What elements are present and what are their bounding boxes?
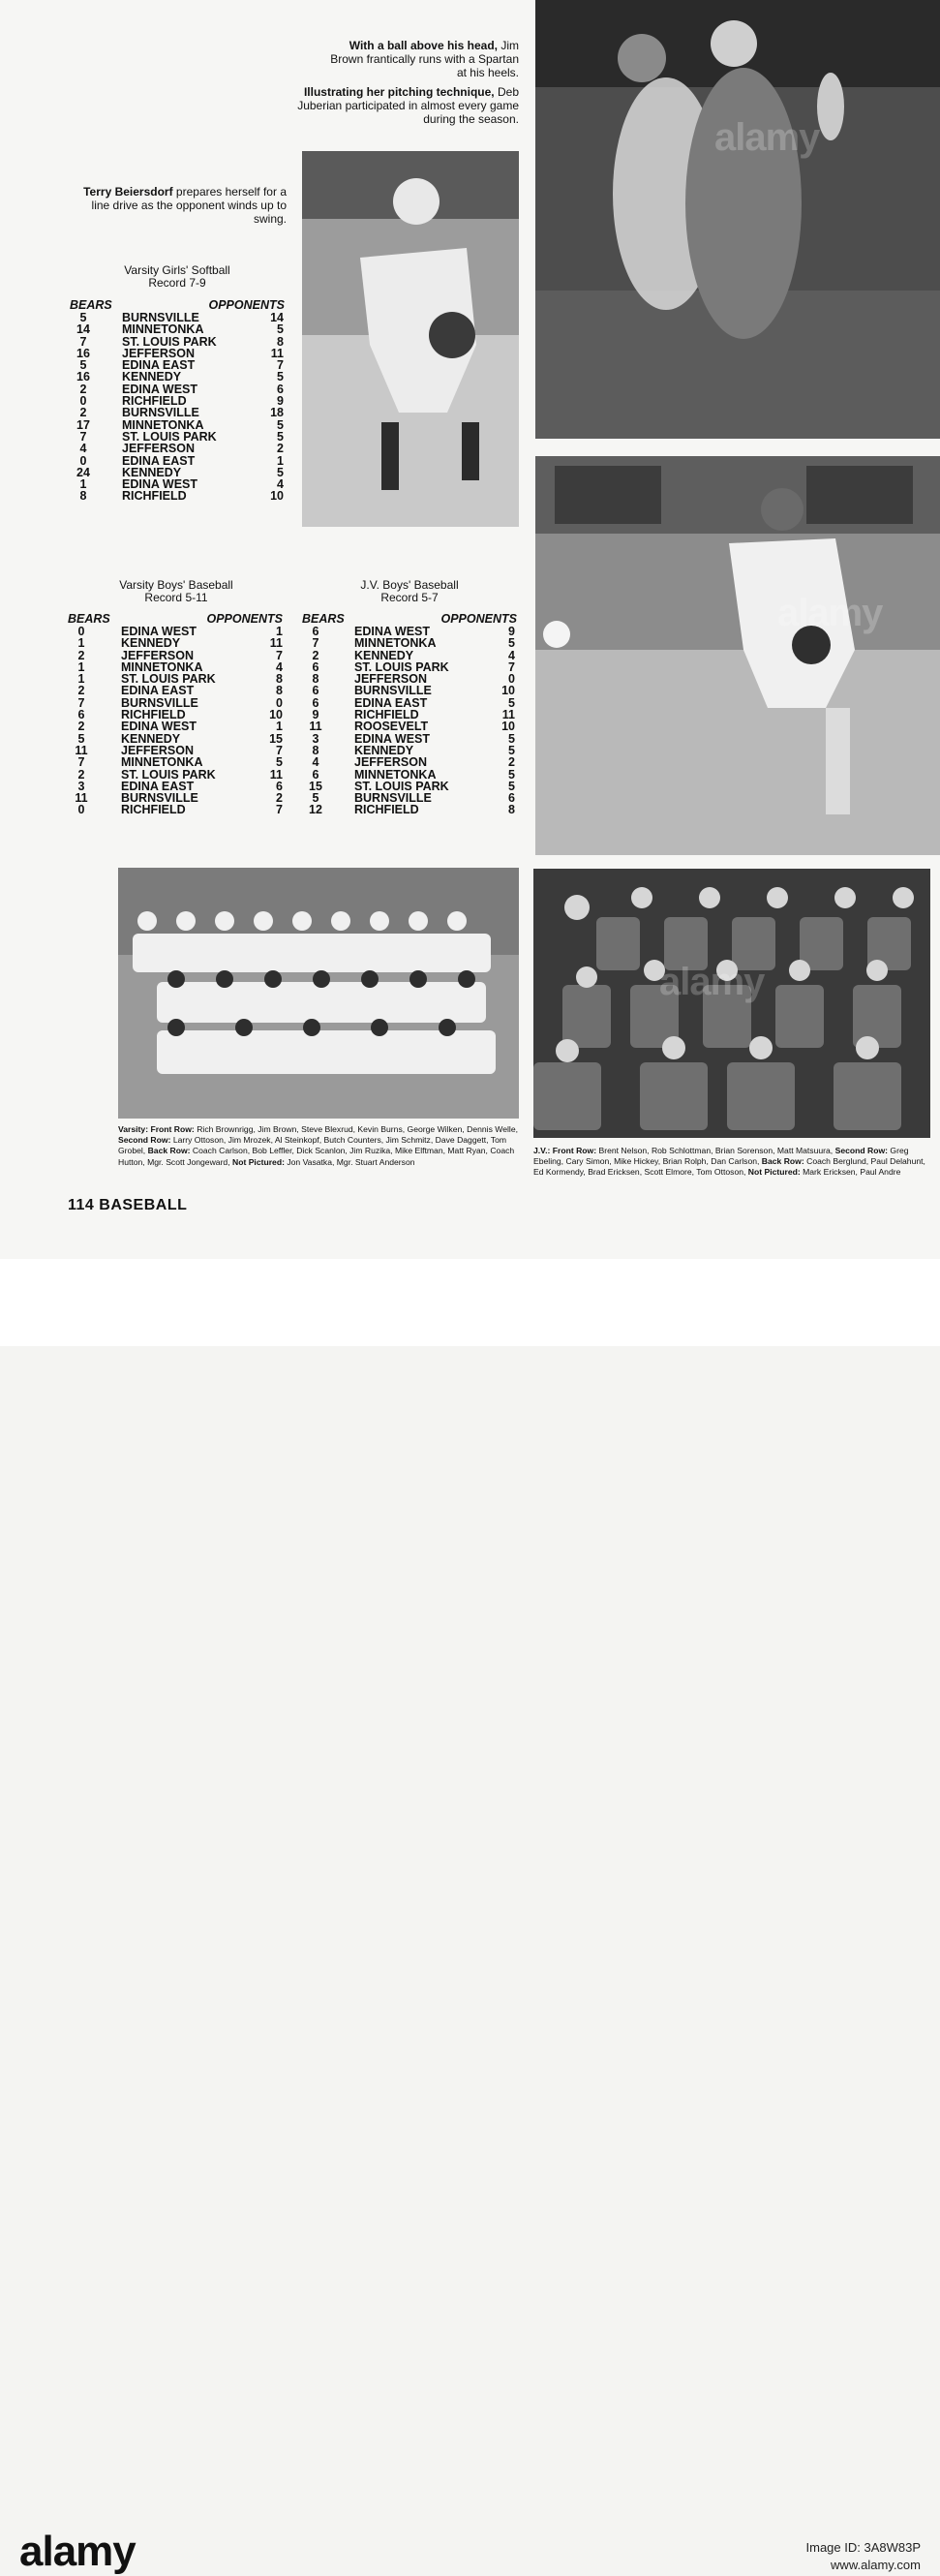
bears-score: 0 [79, 394, 87, 409]
bears-score: 4 [312, 755, 319, 770]
bears-score: 24 [76, 465, 90, 479]
table-row [302, 804, 517, 815]
opponent-score: 5 [277, 322, 284, 337]
table-row [68, 490, 287, 502]
caption-pitching: Illustrating her pitching technique, Deb Juberian participated in almost every game during the season. [297, 85, 519, 126]
opponent-score: 7 [276, 803, 283, 817]
opponent-name: BURNSVILLE [354, 684, 432, 698]
opponent-score: 0 [276, 695, 283, 710]
bears-score: 6 [312, 659, 319, 674]
bears-score: 11 [309, 720, 322, 734]
opponent-name: ST. LOUIS PARK [121, 672, 216, 687]
opponent-name: KENNEDY [121, 636, 181, 651]
opponent-name: MINNETONKA [354, 767, 437, 782]
bears-score: 3 [312, 731, 319, 746]
alamy-logo: alamy [19, 2528, 136, 2575]
opponent-score: 0 [508, 672, 515, 687]
bears-score: 6 [312, 695, 319, 710]
opponent-score: 5 [277, 465, 284, 479]
opponent-score: 4 [277, 477, 284, 492]
bears-score: 8 [312, 672, 319, 687]
bears-score: 2 [77, 684, 85, 698]
bears-score: 11 [75, 791, 88, 806]
opponent-score: 5 [508, 743, 515, 757]
opponent-name: EDINA EAST [122, 358, 196, 373]
yearbook-page [0, 0, 940, 1259]
opponent-score: 5 [508, 731, 515, 746]
opponent-name: JEFFERSON [354, 672, 428, 687]
stock-footer [0, 1259, 940, 2575]
photo-pitcher [535, 456, 940, 855]
opponent-name: ST. LOUIS PARK [122, 334, 217, 349]
photo-jv-team [533, 869, 930, 1138]
varsity-baseball-title: Varsity Boys' Baseball Record 5-11 [119, 578, 233, 604]
opponent-score: 7 [276, 743, 283, 757]
table-row [68, 769, 285, 781]
bears-score: 1 [77, 672, 85, 687]
photo-softball-fielder [302, 151, 519, 527]
table-row [68, 407, 287, 418]
bears-score: 8 [312, 743, 319, 757]
bears-score: 6 [312, 625, 319, 638]
bears-score: 5 [79, 358, 87, 373]
opponent-score: 14 [270, 311, 284, 324]
table-row [68, 637, 285, 649]
opponent-score: 1 [277, 453, 284, 468]
opponent-score: 7 [277, 358, 284, 373]
varsity-team-caption: Varsity: Front Row: Rich Brownrigg, Jim Brown, Steve Blexrud, Kevin Burns, George Wilken, Dennis Welle, Second Row: Larry Ottoson, Jim Mrozek, Al Steinkopf, Butch Counters, Jim Schmitz, Dave Daggett, Tom Grobel, Back Row: Coach Carlson, Bob Leffler, Dick Scanlon, Jim Ruzika, Mike Elftman, Matt Ryan, Coach Hutton, Mgr. Scott Jongeward, Not Pictured: Jon Vasatka, Mgr. Stuart Anderson [118, 1124, 518, 1167]
site-url: www.alamy.com [831, 2558, 921, 2572]
opponent-name: EDINA WEST [121, 625, 197, 638]
opponent-name: JEFFERSON [121, 743, 195, 757]
opponent-score: 7 [508, 659, 515, 674]
opponent-score: 1 [276, 720, 283, 734]
bears-score: 9 [312, 708, 319, 722]
bears-score: 2 [312, 648, 319, 662]
bears-score: 7 [79, 334, 87, 349]
opponent-score: 10 [269, 708, 283, 722]
opponent-score: 7 [276, 648, 283, 662]
opponent-score: 5 [508, 779, 515, 793]
opponent-name: JEFFERSON [354, 755, 428, 770]
table-header: BEARS OPPONENTS [68, 612, 283, 626]
opponent-score: 6 [277, 382, 284, 396]
watermark: alamy [659, 961, 765, 1003]
opponent-name: BURNSVILLE [122, 406, 199, 420]
table-row [302, 685, 517, 696]
opponent-score: 4 [276, 659, 283, 674]
bears-score: 2 [77, 648, 85, 662]
opponent-name: KENNEDY [121, 731, 181, 746]
opponent-name: MINNETONKA [121, 659, 203, 674]
opponent-name: MINNETONKA [122, 417, 204, 432]
opponent-name: ST. LOUIS PARK [354, 779, 449, 793]
opponent-name: RICHFIELD [354, 803, 419, 817]
photo-varsity-team [118, 868, 519, 1119]
opponent-score: 5 [277, 370, 284, 384]
opponent-name: BURNSVILLE [121, 791, 198, 806]
bears-score: 17 [76, 417, 90, 432]
opponent-score: 8 [277, 334, 284, 349]
image-id-block [806, 2539, 922, 2574]
opponent-name: KENNEDY [122, 465, 182, 479]
table-header: BEARS OPPONENTS [302, 612, 517, 626]
jv-team-caption: J.V.: Front Row: Brent Nelson, Rob Schlottman, Brian Sorenson, Matt Matsuura, Second Row: Greg Ebeling, Cary Simon, Mike Hickey, Brian Rolph, Dan Carlson, Back Row: Coach Berglund, Paul Delahunt, Ed Kormendy, Brad Ericksen, Scott Elmore, Tom Ottoson, Not Pictured: Mark Ericksen, Paul Andre [533, 1146, 925, 1178]
opponent-score: 1 [276, 625, 283, 638]
opponent-name: KENNEDY [354, 648, 414, 662]
bears-score: 14 [76, 322, 90, 337]
bears-score: 7 [77, 695, 85, 710]
opponent-score: 9 [508, 625, 515, 638]
opponent-name: EDINA EAST [121, 779, 195, 793]
bears-score: 2 [79, 406, 87, 420]
opponent-name: ROOSEVELT [354, 720, 429, 734]
opponent-score: 8 [276, 672, 283, 687]
bears-score: 7 [77, 755, 85, 770]
opponent-score: 5 [277, 429, 284, 444]
table-row [68, 804, 285, 815]
bears-score: 5 [77, 731, 85, 746]
opponent-name: EDINA WEST [122, 477, 198, 492]
varsity-baseball-schedule [68, 613, 285, 816]
opponent-name: JEFFERSON [122, 442, 196, 456]
bears-score: 11 [75, 743, 88, 757]
table-row [68, 721, 285, 732]
opponent-name: MINNETONKA [354, 636, 437, 651]
opponent-name: MINNETONKA [121, 755, 203, 770]
bears-score: 16 [76, 370, 90, 384]
bears-score: 0 [77, 625, 85, 638]
opponent-score: 8 [508, 803, 515, 817]
bears-score: 3 [77, 779, 85, 793]
bears-score: 15 [309, 779, 322, 793]
opponent-name: RICHFIELD [121, 803, 186, 817]
opponent-score: 8 [276, 684, 283, 698]
image-id: Image ID: 3A8W83P [805, 2540, 921, 2555]
opponent-score: 10 [270, 489, 284, 504]
opponent-name: RICHFIELD [122, 394, 187, 409]
table-row [68, 323, 287, 335]
bears-score: 6 [77, 708, 85, 722]
opponent-score: 5 [508, 636, 515, 651]
opponent-score: 11 [501, 708, 515, 722]
bears-score: 4 [79, 442, 87, 456]
opponent-score: 5 [508, 695, 515, 710]
opponent-name: RICHFIELD [122, 489, 187, 504]
opponent-score: 18 [270, 406, 284, 420]
opponent-name: RICHFIELD [121, 708, 186, 722]
opponent-score: 5 [276, 755, 283, 770]
bears-score: 16 [76, 346, 90, 360]
opponent-name: ST. LOUIS PARK [122, 429, 217, 444]
opponent-name: EDINA EAST [121, 684, 195, 698]
opponent-score: 5 [277, 417, 284, 432]
opponent-score: 6 [276, 779, 283, 793]
opponent-name: RICHFIELD [354, 708, 419, 722]
opponent-score: 2 [276, 791, 283, 806]
opponent-score: 10 [501, 684, 515, 698]
opponent-name: KENNEDY [122, 370, 182, 384]
opponent-name: EDINA WEST [354, 625, 431, 638]
watermark: alamy [777, 592, 883, 634]
opponent-name: BURNSVILLE [121, 695, 198, 710]
table-row [68, 756, 285, 768]
opponent-name: ST. LOUIS PARK [121, 767, 216, 782]
opponent-score: 2 [508, 755, 515, 770]
opponent-score: 15 [269, 731, 283, 746]
opponent-name: EDINA EAST [122, 453, 196, 468]
bears-score: 5 [79, 311, 87, 324]
bears-score: 7 [312, 636, 319, 651]
opponent-score: 11 [269, 767, 283, 782]
table-row [302, 756, 517, 768]
opponent-score: 11 [270, 346, 284, 360]
opponent-name: MINNETONKA [122, 322, 204, 337]
table-row [302, 769, 517, 781]
bears-score: 7 [79, 429, 87, 444]
opponent-name: JEFFERSON [121, 648, 195, 662]
opponent-name: EDINA WEST [122, 382, 198, 396]
bears-score: 2 [77, 767, 85, 782]
bears-score: 6 [312, 684, 319, 698]
bears-score: 0 [77, 803, 85, 817]
caption-terry: Terry Beiersdorf prepares herself for a line drive as the opponent winds up to swing. [83, 185, 287, 226]
table-row [302, 721, 517, 732]
bears-score: 1 [77, 659, 85, 674]
opponent-score: 11 [269, 636, 283, 651]
opponent-score: 4 [508, 648, 515, 662]
bears-score: 0 [79, 453, 87, 468]
bears-score: 1 [79, 477, 87, 492]
opponent-score: 2 [277, 442, 284, 456]
bears-score: 6 [312, 767, 319, 782]
opponent-name: BURNSVILLE [354, 791, 432, 806]
photo-base-runners [535, 0, 940, 439]
table-header: BEARS OPPONENTS [70, 298, 285, 312]
page-folio: 114 BASEBALL [68, 1197, 188, 1213]
bears-score: 2 [77, 720, 85, 734]
opponent-name: EDINA EAST [354, 695, 428, 710]
opponent-name: ST. LOUIS PARK [354, 659, 449, 674]
opponent-name: EDINA WEST [121, 720, 197, 734]
table-row [68, 455, 287, 467]
opponent-score: 9 [277, 394, 284, 409]
table-row [68, 371, 287, 383]
bears-score: 8 [79, 489, 87, 504]
opponent-name: EDINA WEST [354, 731, 431, 746]
caption-jim-brown: With a ball above his head, Jim Brown frantically runs with a Spartan at his heels. [330, 39, 519, 79]
bears-score: 1 [77, 636, 85, 651]
bears-score: 5 [312, 791, 319, 806]
table-row [68, 443, 287, 454]
bears-score: 12 [309, 803, 322, 817]
opponent-name: JEFFERSON [122, 346, 196, 360]
jv-baseball-schedule [302, 613, 517, 816]
softball-schedule [68, 299, 287, 503]
opponent-name: BURNSVILLE [122, 311, 199, 324]
table-row [302, 637, 517, 649]
opponent-score: 6 [508, 791, 515, 806]
jv-baseball-title: J.V. Boys' Baseball Record 5-7 [360, 578, 459, 604]
opponent-name: KENNEDY [354, 743, 414, 757]
softball-title: Varsity Girls' Softball Record 7-9 [124, 263, 230, 290]
bears-score: 2 [79, 382, 87, 396]
opponent-score: 5 [508, 767, 515, 782]
opponent-score: 10 [501, 720, 515, 734]
watermark: alamy [714, 116, 820, 159]
table-row [68, 685, 285, 696]
